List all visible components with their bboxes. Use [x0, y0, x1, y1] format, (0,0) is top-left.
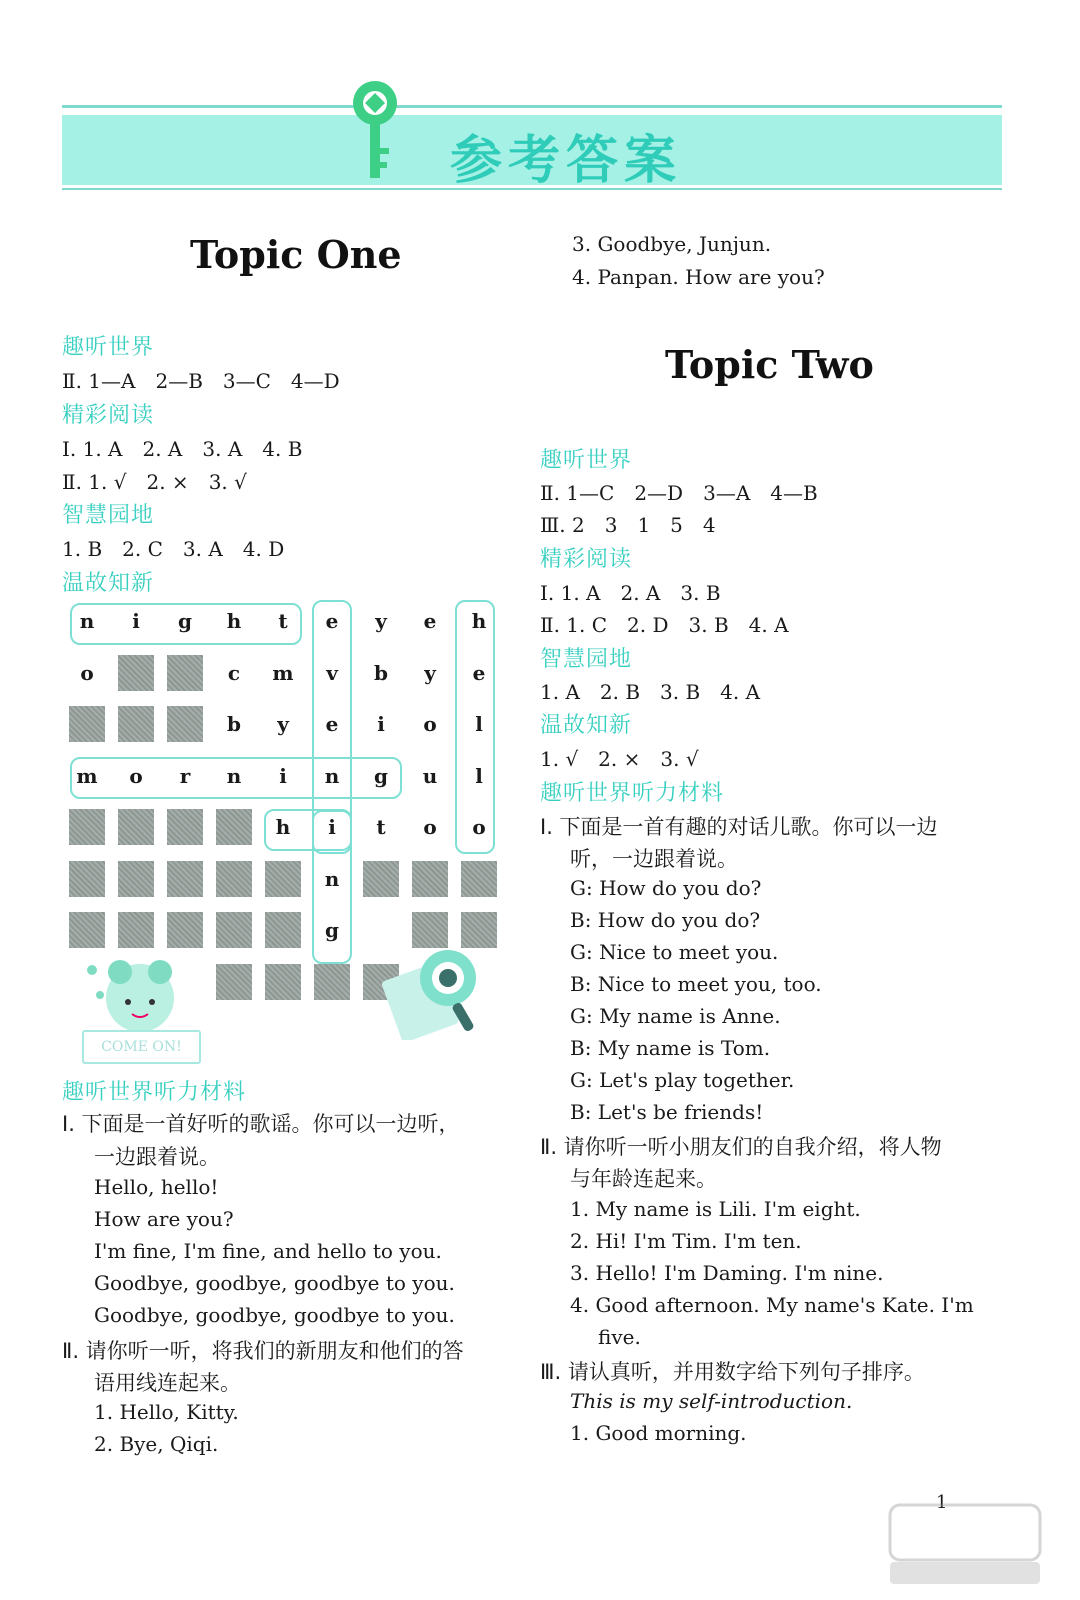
answer-line: 1. B 2. C 3. A 4. D — [62, 537, 285, 561]
question-head: Ⅱ. 请你听一听，将我们的新朋友和他们的答 — [62, 1339, 464, 1363]
dialog-line: 2. Hi! I'm Tim. I'm ten. — [570, 1229, 802, 1253]
grid-letter-cell: e — [472, 660, 486, 685]
grid-blank-cell — [167, 655, 203, 691]
dialog-line: G: Let's play together. — [570, 1068, 795, 1092]
grid-letter-cell: r — [179, 763, 191, 788]
left-section-heading: 趣听世界 — [62, 335, 155, 360]
grid-blank-cell — [118, 655, 154, 691]
grid-blank-cell — [69, 912, 105, 948]
word-box-ing — [312, 810, 352, 964]
grid-letter-cell: n — [226, 763, 242, 788]
lyric-line: Goodbye, goodbye, goodbye to you. — [94, 1303, 455, 1327]
answer-line: Ⅰ. 1. A 2. A 3. A 4. B — [62, 437, 303, 461]
grid-letter-cell: n — [79, 609, 95, 633]
dialog-line: 4. Good afternoon. My name's Kate. I'm — [570, 1293, 974, 1317]
right-section-heading: 精彩阅读 — [540, 547, 633, 572]
grid-letter-cell: i — [279, 763, 287, 788]
right-section-heading: 温故知新 — [540, 713, 633, 738]
left-section-heading: 温故知新 — [62, 571, 155, 596]
grid-letter-cell: o — [423, 815, 437, 839]
grid-letter-cell: o — [472, 815, 486, 839]
key-icon — [345, 78, 405, 183]
question-head: Ⅰ. 下面是一首有趣的对话儿歌。你可以一边 — [540, 815, 938, 839]
grid-letter-cell: o — [80, 660, 94, 685]
grid-letter-cell: m — [272, 660, 294, 685]
word-box-hello — [455, 600, 495, 854]
grid-letter-cell: i — [132, 609, 140, 633]
dialog-line: 1. Good morning. — [570, 1421, 747, 1445]
grid-letter-cell: y — [375, 609, 387, 633]
grid-blank-cell — [216, 861, 252, 897]
dialog-line: B: Let's be friends! — [570, 1100, 764, 1124]
word-box-night — [70, 603, 302, 645]
grid-blank-cell — [265, 912, 301, 948]
come-on-sign: COME ON! — [82, 1030, 201, 1064]
grid-letter-cell: g — [374, 763, 388, 788]
answer-line: Ⅱ. 1—A 2—B 3—C 4—D — [62, 369, 340, 393]
grid-blank-cell — [69, 861, 105, 897]
dialog-line: B: How do you do? — [570, 908, 761, 932]
grid-blank-cell — [314, 964, 350, 1000]
left-section-heading: 智慧园地 — [62, 503, 155, 528]
grid-letter-cell: e — [325, 609, 339, 633]
grid-blank-cell — [216, 964, 252, 1000]
lyric-line: Goodbye, goodbye, goodbye to you. — [94, 1271, 455, 1295]
grid-letter-cell: h — [275, 815, 291, 839]
dialog-line: 1. My name is Lili. I'm eight. — [570, 1197, 861, 1221]
grid-blank-cell — [167, 912, 203, 948]
dialog-line: G: My name is Anne. — [570, 1004, 781, 1028]
watermark-logo-icon — [880, 1500, 1050, 1590]
dialog-line: G: Nice to meet you. — [570, 940, 779, 964]
grid-blank-cell — [69, 809, 105, 845]
grid-blank-cell — [118, 912, 154, 948]
dialog-line: G: How do you do? — [570, 876, 762, 900]
grid-blank-cell — [412, 861, 448, 897]
question-head: 与年龄连起来。 — [570, 1167, 717, 1191]
right-section-heading: 趣听世界听力材料 — [540, 781, 725, 806]
dialog-line: 2. Bye, Qiqi. — [94, 1432, 219, 1456]
grid-blank-cell — [118, 706, 154, 742]
grid-letter-cell: g — [178, 609, 192, 633]
magnifier-icon — [380, 940, 490, 1040]
topic-one-title: Topic One — [190, 232, 402, 277]
grid-letter-cell: i — [328, 815, 336, 839]
dialog-line: B: My name is Tom. — [570, 1036, 771, 1060]
grid-letter-cell: g — [325, 918, 339, 942]
grid-blank-cell — [118, 809, 154, 845]
right-section-heading: 趣听世界 — [540, 448, 633, 473]
grid-letter-cell: t — [376, 815, 386, 839]
grid-letter-cell: l — [475, 712, 483, 736]
grid-blank-cell — [118, 861, 154, 897]
grid-letter-cell: e — [423, 609, 437, 633]
grid-letter-cell: b — [227, 712, 241, 736]
grid-letter-cell: t — [278, 609, 288, 633]
grid-letter-cell: o — [129, 763, 143, 788]
grid-letter-cell: m — [76, 763, 98, 788]
page-number: 1 — [936, 1492, 948, 1513]
grid-letter-cell: h — [226, 609, 242, 633]
grid-letter-cell: l — [475, 763, 483, 788]
dialog-line: 1. Hello, Kitty. — [94, 1400, 239, 1424]
answer-line: 1. A 2. B 3. B 4. A — [540, 680, 761, 704]
answer-line: Ⅱ. 1—C 2—D 3—A 4—B — [540, 481, 818, 505]
grid-blank-cell — [265, 964, 301, 1000]
question-head: 听，一边跟着说。 — [570, 847, 738, 871]
word-box-morning — [70, 757, 402, 799]
grid-letter-cell: v — [326, 660, 338, 685]
lyric-line: I'm fine, I'm fine, and hello to you. — [94, 1239, 442, 1263]
answer-line: Ⅰ. 1. A 2. A 3. B — [540, 581, 721, 605]
grid-letter-cell: e — [325, 712, 339, 736]
grid-blank-cell — [216, 809, 252, 845]
topic-two-title: Topic Two — [665, 342, 874, 387]
italic-subtitle: This is my self-introduction. — [570, 1389, 853, 1413]
grid-blank-cell — [461, 861, 497, 897]
dialog-line: B: Nice to meet you, too. — [570, 972, 822, 996]
grid-letter-cell: n — [324, 763, 340, 788]
header-top-rule — [62, 105, 1002, 108]
page-title: 参考答案 — [450, 131, 683, 191]
answer-line: Ⅲ. 2 3 1 5 4 — [540, 513, 716, 537]
grid-letter-cell: i — [377, 712, 385, 736]
grid-letter-cell: o — [423, 712, 437, 736]
grid-letter-cell: n — [324, 866, 340, 891]
left-section-heading: 趣听世界听力材料 — [62, 1080, 247, 1105]
question-head: Ⅰ. 下面是一首好听的歌谣。你可以一边听， — [62, 1112, 460, 1136]
grid-letter-cell: h — [471, 609, 487, 633]
answer-line: Ⅱ. 1. C 2. D 3. B 4. A — [540, 613, 789, 637]
grid-letter-cell: c — [227, 660, 241, 685]
grid-blank-cell — [167, 706, 203, 742]
cartoon-girl-icon — [80, 950, 200, 1035]
dialog-line: 3. Goodbye, Junjun. — [572, 232, 772, 256]
lyric-line: Hello, hello! — [94, 1175, 219, 1199]
dialog-line: 4. Panpan. How are you? — [572, 265, 825, 289]
question-head: Ⅱ. 请你听一听小朋友们的自我介绍，将人物 — [540, 1135, 942, 1159]
answer-line: 1. √ 2. × 3. √ — [540, 747, 699, 771]
question-head: 语用线连起来。 — [94, 1371, 241, 1395]
right-section-heading: 智慧园地 — [540, 647, 633, 672]
grid-letter-cell: y — [277, 712, 289, 736]
grid-blank-cell — [216, 912, 252, 948]
grid-blank-cell — [167, 809, 203, 845]
grid-letter-cell: b — [374, 660, 388, 685]
left-section-heading: 精彩阅读 — [62, 403, 155, 428]
grid-blank-cell — [167, 861, 203, 897]
dialog-line: 3. Hello! I'm Daming. I'm nine. — [570, 1261, 884, 1285]
grid-blank-cell — [363, 861, 399, 897]
question-head: 一边跟着说。 — [94, 1145, 220, 1169]
grid-letter-cell: u — [422, 763, 438, 788]
question-head: Ⅲ. 请认真听，并用数字给下列句子排序。 — [540, 1360, 925, 1384]
grid-blank-cell — [265, 861, 301, 897]
lyric-line: How are you? — [94, 1207, 234, 1231]
answer-line: Ⅱ. 1. √ 2. × 3. √ — [62, 470, 247, 494]
grid-letter-cell: y — [424, 660, 436, 685]
dialog-line: five. — [598, 1325, 641, 1349]
grid-blank-cell — [69, 706, 105, 742]
